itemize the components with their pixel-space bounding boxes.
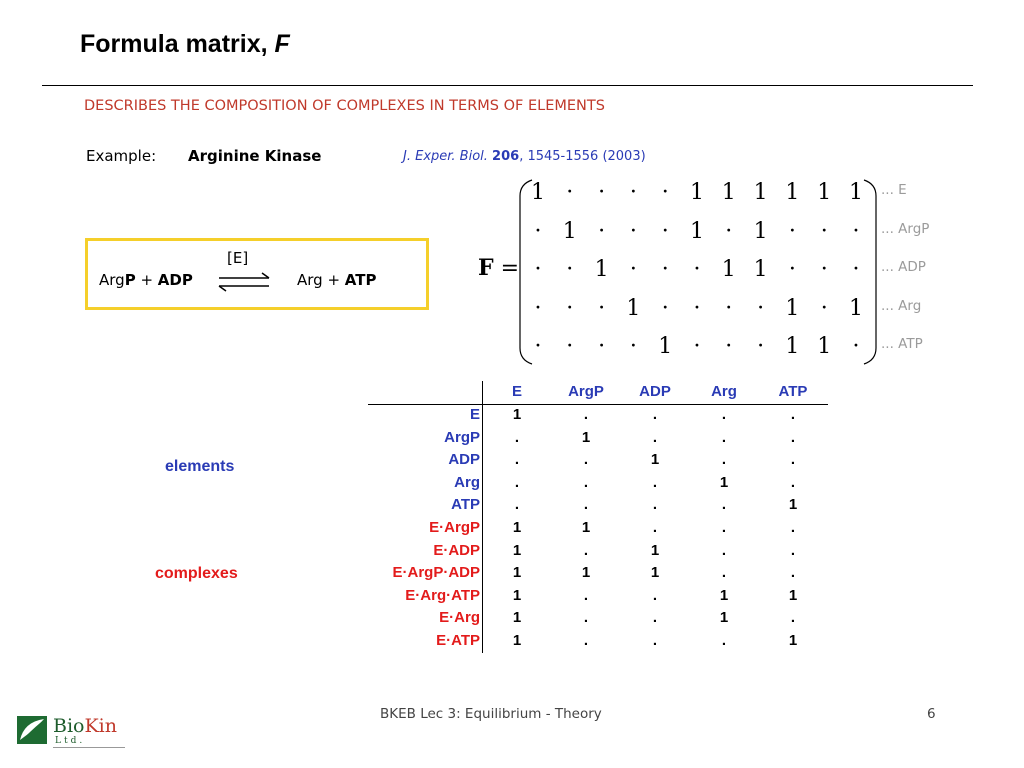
footer-text: BKEB Lec 3: Equilibrium - Theory xyxy=(380,706,602,722)
matrix-cell: · xyxy=(852,257,860,282)
table-cell: . xyxy=(583,609,589,627)
example-name: Arginine Kinase xyxy=(188,147,322,165)
table-cell: 1 xyxy=(650,451,660,469)
table-row-label: E·Arg·ATP xyxy=(405,586,480,604)
matrix-symbol xyxy=(478,255,519,281)
table-cell: 1 xyxy=(512,632,522,649)
slide-subtitle: DESCRIBES THE COMPOSITION OF COMPLEXES IN TERMS OF ELEMENTS xyxy=(84,98,605,114)
matrix-cell: · xyxy=(725,334,733,359)
matrix-cell: · xyxy=(629,334,637,359)
matrix-cell: · xyxy=(852,334,860,359)
table-cell: . xyxy=(790,519,796,536)
table-cell: . xyxy=(721,406,727,423)
reaction-left-side xyxy=(99,271,193,289)
matrix-row-label: ... ArgP xyxy=(881,220,930,237)
table-cell: 1 xyxy=(788,632,798,649)
citation-volume: 206 xyxy=(492,149,520,164)
matrix-cell: · xyxy=(693,295,701,321)
table-cell: 1 xyxy=(512,406,522,423)
reaction-left-bold: P xyxy=(124,271,136,289)
matrix-cell: · xyxy=(661,257,669,282)
matrix-cell: · xyxy=(820,257,828,282)
table-cell: . xyxy=(790,609,796,627)
matrix-cell: · xyxy=(820,295,828,321)
reaction-plus-right: + xyxy=(322,271,345,289)
table-row-label: ADP xyxy=(448,451,480,469)
group-label-elements: elements xyxy=(165,458,235,475)
table-row-label: E·ArgP xyxy=(429,519,480,536)
table-column-header: ATP xyxy=(778,383,808,400)
matrix-cell: 1 xyxy=(626,295,641,321)
matrix-cell: · xyxy=(566,180,574,205)
table-cell: . xyxy=(583,451,589,469)
matrix-cell: · xyxy=(757,334,765,359)
matrix-cell: · xyxy=(788,218,796,244)
citation xyxy=(403,149,646,164)
table-cell: . xyxy=(721,428,727,446)
table-cell: 1 xyxy=(719,473,729,491)
matrix-cell: · xyxy=(534,295,542,321)
matrix-cell: 1 xyxy=(817,334,832,359)
matrix-row-label: ... E xyxy=(881,182,907,198)
table-cell: . xyxy=(721,632,727,649)
matrix-cell: · xyxy=(788,257,796,282)
matrix-cell: 1 xyxy=(753,180,768,205)
table-cell: . xyxy=(514,428,520,446)
table-row-label: Arg xyxy=(454,473,480,491)
table-row-label: ArgP xyxy=(444,428,480,446)
table-cell: . xyxy=(652,496,658,514)
matrix-cell: · xyxy=(693,334,701,359)
table-cell: . xyxy=(583,541,589,559)
matrix-cell: 1 xyxy=(721,257,736,282)
slide-title-text: Formula matrix, xyxy=(80,30,275,58)
matrix-cell: · xyxy=(534,334,542,359)
table-cell: 1 xyxy=(788,586,798,604)
table-cell: . xyxy=(652,586,658,604)
slide-title-italic: F xyxy=(274,30,290,58)
matrix-cell: 1 xyxy=(849,180,863,205)
table-row-label: E·ATP xyxy=(436,632,480,649)
matrix-cell: · xyxy=(566,257,574,282)
table-cell: 1 xyxy=(650,564,660,582)
matrix-cell: · xyxy=(725,295,733,321)
matrix-cell: 1 xyxy=(785,295,800,321)
matrix-equals: = xyxy=(493,256,520,281)
example-label: Example: xyxy=(86,147,157,165)
table-cell: . xyxy=(652,609,658,627)
matrix-cell: · xyxy=(820,218,828,244)
logo-subtext: Ltd. xyxy=(55,736,86,746)
matrix-cell: 1 xyxy=(594,257,609,282)
table-cell: . xyxy=(652,519,658,536)
logo-underline xyxy=(53,747,125,748)
table-cell: . xyxy=(721,519,727,536)
table-cell: . xyxy=(790,406,796,423)
table-cell: 1 xyxy=(581,564,591,582)
table-cell: 1 xyxy=(512,564,522,582)
group-label-complexes: complexes xyxy=(155,565,238,582)
citation-journal: J. Exper. Biol. xyxy=(403,149,488,164)
matrix-cell: · xyxy=(598,334,606,359)
reaction-right-second: ATP xyxy=(344,271,377,289)
matrix-cell: · xyxy=(629,180,637,205)
matrix-cell: · xyxy=(566,334,574,359)
title-divider xyxy=(42,85,973,86)
table-cell: . xyxy=(652,473,658,491)
table-row-label: E·ArgP·ADP xyxy=(392,564,480,582)
table-cell: . xyxy=(790,564,796,582)
matrix-cell: · xyxy=(598,295,606,321)
table-cell: . xyxy=(652,406,658,423)
table-cell: . xyxy=(652,428,658,446)
table-cell: 1 xyxy=(512,541,522,559)
matrix-cell: 1 xyxy=(531,180,545,205)
page-number: 6 xyxy=(927,706,936,722)
table-cell: . xyxy=(721,496,727,514)
matrix-row-label: ... Arg xyxy=(881,297,922,314)
logo-kin: Kin xyxy=(84,715,117,737)
table-header-divider xyxy=(368,404,828,405)
table-cell: . xyxy=(790,428,796,446)
table-cell: . xyxy=(721,451,727,469)
matrix-cell: 1 xyxy=(690,218,704,244)
table-cell: 1 xyxy=(581,519,591,536)
table-cell: 1 xyxy=(788,496,798,514)
matrix-cell: · xyxy=(534,257,542,282)
table-cell: . xyxy=(790,473,796,491)
reaction-plus-left: + xyxy=(135,271,158,289)
slide-title xyxy=(80,30,290,59)
matrix-cell: · xyxy=(566,295,574,321)
matrix-row-label: ... ATP xyxy=(881,336,923,352)
table-cell: 1 xyxy=(512,519,522,536)
table-column-header: Arg xyxy=(711,383,737,400)
matrix-cell: 1 xyxy=(817,180,832,205)
table-cell: . xyxy=(514,473,520,491)
table-cell: . xyxy=(721,541,727,559)
table-cell: . xyxy=(583,496,589,514)
matrix-cell: 1 xyxy=(753,257,768,282)
table-row-label: E xyxy=(469,406,480,423)
citation-rest: , 1545-1556 (2003) xyxy=(519,149,646,164)
table-column-header: ArgP xyxy=(568,383,604,400)
table-column-header: ADP xyxy=(639,383,671,400)
table-cell: . xyxy=(514,451,520,469)
table-cell: . xyxy=(790,451,796,469)
equilibrium-arrows-icon xyxy=(215,272,273,292)
table-cell: . xyxy=(583,586,589,604)
matrix-cell: · xyxy=(725,218,733,244)
table-cell: 1 xyxy=(581,428,591,446)
matrix-row-label: ... ADP xyxy=(881,259,926,275)
table-row-label: E·Arg xyxy=(439,609,480,627)
matrix-cell: 1 xyxy=(785,180,800,205)
table-cell: . xyxy=(790,541,796,559)
matrix-cell: 1 xyxy=(721,180,736,205)
table-row-label: E·ADP xyxy=(433,541,480,559)
matrix-cell: · xyxy=(629,257,637,282)
matrix-cell: 1 xyxy=(785,334,800,359)
matrix-cell: 1 xyxy=(562,218,577,244)
table-cell: . xyxy=(583,406,589,423)
table-cell: 1 xyxy=(512,586,522,604)
reaction-right-side xyxy=(297,271,376,289)
logo-wordmark xyxy=(53,715,117,737)
table-cell: 1 xyxy=(719,609,729,627)
table-cell: 1 xyxy=(719,586,729,604)
reaction-right-first: Arg xyxy=(297,271,323,289)
table-cell: . xyxy=(583,473,589,491)
table-cell: . xyxy=(514,496,520,514)
matrix-cell: 1 xyxy=(753,218,768,244)
table-row-label: ATP xyxy=(451,496,480,514)
matrix-cell: · xyxy=(661,218,669,244)
table-column-header: E xyxy=(511,383,522,400)
table-cell: . xyxy=(721,564,727,582)
matrix-cell: · xyxy=(661,180,669,205)
matrix-cell: · xyxy=(757,295,765,321)
table-cell: . xyxy=(583,632,589,649)
matrix-cell: · xyxy=(598,218,606,244)
matrix-cell: · xyxy=(661,295,669,321)
reaction-catalyst: [E] xyxy=(227,249,249,267)
matrix-cell: · xyxy=(598,180,606,205)
matrix-cell: · xyxy=(852,218,860,244)
table-cell: 1 xyxy=(650,541,660,559)
matrix-cell: 1 xyxy=(849,295,863,321)
matrix-symbol-letter: F xyxy=(478,255,494,281)
reaction-left-second: ADP xyxy=(157,271,193,289)
table-cell: . xyxy=(652,632,658,649)
matrix-cell: 1 xyxy=(690,180,704,205)
matrix-cell: · xyxy=(629,218,637,244)
matrix-cell: · xyxy=(693,257,701,282)
matrix-cell: · xyxy=(534,218,542,244)
matrix-cell: 1 xyxy=(658,334,673,359)
reaction-left-prefix: Arg xyxy=(99,271,125,289)
table-cell: 1 xyxy=(512,609,522,627)
logo-bio: Bio xyxy=(53,715,85,737)
